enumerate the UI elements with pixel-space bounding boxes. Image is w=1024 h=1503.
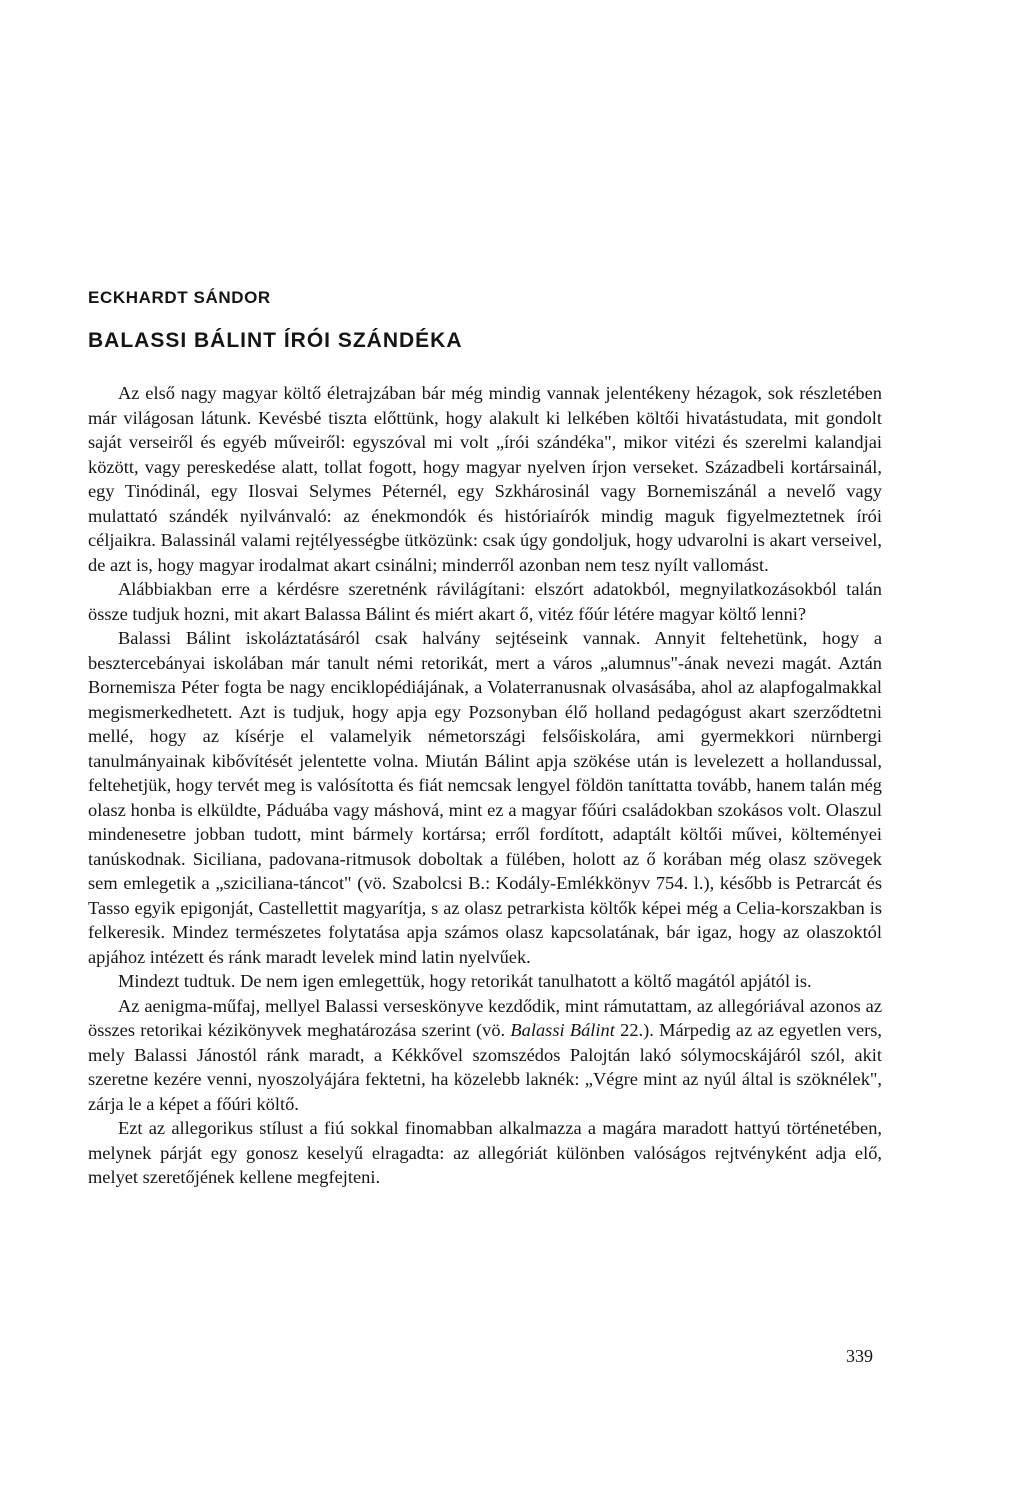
paragraph-5-text-a: Az aenigma-műfaj, mellyel Balassi verseskönyve kezdődik, mint rámutattam, az allegóriával azonos az összes retorikai kézikönyvek meghatározása szerint (vö.: [88, 995, 882, 1040]
paragraph-2: Alábbiakban erre a kérdésre szeretnénk rávilágítani: elszórt adatokból, megnyilatkozásokból talán össze tudjuk hozni, mit akart Balassa Bálint és miért akart ő, vitéz főúr létére magyar költő lenni?: [88, 579, 882, 624]
paragraph-5: [88, 994, 882, 1117]
cited-work-title: Balassi Bálint: [510, 1020, 615, 1040]
paragraph-1: Az első nagy magyar költő életrajzában bár még mindig vannak jelentékeny hézagok, sok részletében már világosan látunk. Kevésbé tiszta előttünk, hogy alakult ki lelkében költői hivatástudata, mit gondolt saját verseiről és egyéb műveiről: egyszóval mi volt „írói szándéka", mikor vitézi és szerelmi kalandjai között, vagy pereskedése alatt, tollat fogott, hogy magyar nyelven írjon verseket. Századbeli kortársainál, egy Tinódinál, egy Ilosvai Selymes Péternél, egy Szkhárosinál vagy Bornemiszánál a nevelő vagy mulattató szándék nyilvánvaló: az énekmondók és históriaírók mindig maguk figyelmeztetnek írói céljaikra. Balassinál valami rejtélyességbe ütközünk: csak úgy gondoljuk, hogy udvarolni is akart verseivel, de azt is, hogy magyar irodalmat akart csinálni; minderről azonban nem tesz nyílt vallomást.: [88, 383, 882, 575]
document-page: [88, 0, 882, 1503]
author-name: ECKHARDT SÁNDOR: [88, 288, 271, 307]
page-number: 339: [846, 1346, 873, 1366]
paragraph-4: Mindezt tudtuk. De nem igen emlegettük, hogy retorikát tanulhatott a költő magától apjától is.: [118, 971, 812, 991]
paragraph-5-text-b: 22.). Márpedig az az egyetlen vers, mely Balassi Jánostól ránk maradt, a Kékkővel szomszédos Palojtán lakó sólymocskájáról szól, akit szeretne kezére venni, nyoszolyájára fektetni, ha közelebb laknék: „Végre mint az nyúl által is szöknélek", zárja le a képet a főúri költő.: [88, 1020, 882, 1114]
article-body: [88, 381, 882, 1190]
paragraph-3: Balassi Bálint iskoláztatásáról csak halvány sejtéseink vannak. Annyit feltehetünk, hogy a besztercebányai iskolában már tanult némi retorikát, mert a város „alumnus"-ának nevezi magát. Aztán Bornemisza Péter fogta be nagy enciklopédiájának, a Volaterranusnak olvasásába, ahol az alapfogalmakkal megismerkedhetett. Azt is tudjuk, hogy apja egy Pozsonyban élő holland pedagógust akart szerződtetni mellé, hogy az kísérje el valamelyik németországi felsőiskolára, ami gyermekkori nürnbergi tanulmányainak kibővítését jelentette volna. Miután Bálint apja szökése után is levelezett a hollandussal, feltehetjük, hogy tervét meg is valósította és fiát nemcsak lengyel földön taníttatta tovább, hanem talán még olasz honba is elküldte, Páduába vagy máshová, mint ez a magyar főúri családokban szokásos volt. Olaszul mindenesetre jobban tudott, mint bármely kortársa; erről fordított, adaptált költői művei, költeményei tanúskodnak. Siciliana, padovana-ritmusok doboltak a fülében, holott az ő korában még olasz szövegek sem emlegetik a „sziciliana-táncot" (vö. Szabolcsi B.: Kodály-Emlékkönyv 754. l.), később is Petrarcát és Tasso egyik epigonját, Castellettit magyarítja, s az olasz petrarkista költők képei még a Celia-korszakban is felkeresik. Mindez természetes folytatása apja számos olasz kapcsolatának, bár igaz, hogy az olaszoktól apjához intézett és ránk maradt levelek mind latin nyelvűek.: [88, 628, 882, 967]
article-title: BALASSI BÁLINT ÍRÓI SZÁNDÉKA: [88, 329, 463, 352]
paragraph-6: Ezt az allegorikus stílust a fiú sokkal finomabban alkalmazza a magára maradott hattyú történetében, melynek párját egy gonosz keselyű elragadta: az allegóriát különben valóságos rejtvényként adja elő, melyet szeretőjének kellene megfejteni.: [88, 1118, 882, 1187]
